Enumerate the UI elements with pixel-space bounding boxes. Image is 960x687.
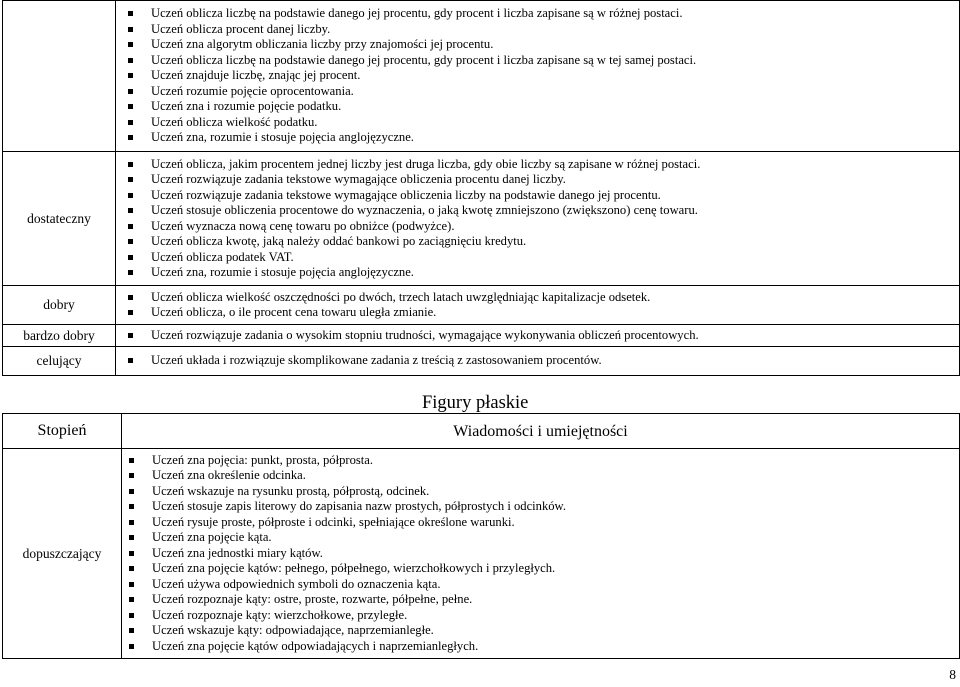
list-item: Uczeń zna i rozumie pojęcie podatku. <box>124 99 959 115</box>
list-item: Uczeń wskazuje kąty: odpowiadające, naprzemianległe. <box>125 623 959 639</box>
grade-cell <box>3 1 116 152</box>
page-number: 8 <box>949 667 956 682</box>
grade-cell: dopuszczający <box>3 449 122 659</box>
list-item: Uczeń układa i rozwiązuje skomplikowane zadania z treścią z zastosowaniem procentów. <box>124 353 959 369</box>
list-item: Uczeń rozwiązuje zadania tekstowe wymagające obliczenia procentu danej liczby. <box>124 172 959 188</box>
list-item: Uczeń rozumie pojęcie oprocentowania. <box>124 84 959 100</box>
requirements-cell <box>116 347 960 376</box>
list-item: Uczeń zna pojęcia: punkt, prosta, półprosta. <box>125 453 959 469</box>
grade-cell: dostateczny <box>3 152 116 286</box>
grades-table-plane-figures <box>2 413 960 659</box>
grades-table-percentages <box>2 0 960 376</box>
list-item: Uczeń stosuje zapis literowy do zapisania nazw prostych, półprostych i odcinków. <box>125 499 959 515</box>
requirements-list <box>125 453 959 655</box>
list-item: Uczeń zna pojęcie kątów odpowiadających i naprzemianległych. <box>125 639 959 655</box>
requirements-cell <box>122 449 960 659</box>
list-item: Uczeń wyznacza nową cenę towaru po obniżce (podwyżce). <box>124 219 959 235</box>
list-item: Uczeń oblicza procent danej liczby. <box>124 22 959 38</box>
list-item: Uczeń rozwiązuje zadania tekstowe wymagające obliczenia liczby na podstawie danego jej procentu. <box>124 188 959 204</box>
list-item: Uczeń rozwiązuje zadania o wysokim stopniu trudności, wymagające wykonywania obliczeń procentowych. <box>124 328 959 344</box>
list-item: Uczeń zna określenie odcinka. <box>125 468 959 484</box>
column-header-content: Wiadomości i umiejętności <box>122 414 960 449</box>
column-header-grade: Stopień <box>3 414 122 449</box>
requirements-list <box>124 290 959 321</box>
list-item: Uczeń oblicza kwotę, jaką należy oddać bankowi po zaciągnięciu kredytu. <box>124 234 959 250</box>
section-title: Figury płaskie <box>422 393 529 413</box>
list-item: Uczeń oblicza wielkość podatku. <box>124 115 959 131</box>
table-row <box>3 347 960 376</box>
table-row <box>3 449 960 659</box>
list-item: Uczeń zna algorytm obliczania liczby przy znajomości jej procentu. <box>124 37 959 53</box>
list-item: Uczeń stosuje obliczenia procentowe do wyznaczenia, o jaką kwotę zmniejszono (zwiększono) cenę towaru. <box>124 203 959 219</box>
list-item: Uczeń zna pojęcie kątów: pełnego, półpełnego, wierzchołkowych i przyległych. <box>125 561 959 577</box>
list-item: Uczeń zna pojęcie kąta. <box>125 530 959 546</box>
list-item: Uczeń znajduje liczbę, znając jej procent. <box>124 68 959 84</box>
requirements-cell <box>116 152 960 286</box>
list-item: Uczeń oblicza wielkość oszczędności po dwóch, trzech latach uwzględniając kapitalizacje odsetek. <box>124 290 959 306</box>
list-item: Uczeń używa odpowiednich symboli do oznaczenia kąta. <box>125 577 959 593</box>
table-row <box>3 1 960 152</box>
requirements-list <box>124 328 959 344</box>
list-item: Uczeń oblicza liczbę na podstawie danego jej procentu, gdy procent i liczba zapisane są w tej samej postaci. <box>124 53 959 69</box>
requirements-cell <box>116 325 960 347</box>
requirements-list <box>124 6 959 146</box>
requirements-list <box>124 353 959 369</box>
requirements-cell <box>116 286 960 325</box>
list-item: Uczeń oblicza, jakim procentem jednej liczby jest druga liczba, gdy obie liczby są zapisane w różnej postaci. <box>124 157 959 173</box>
list-item: Uczeń wskazuje na rysunku prostą, półprostą, odcinek. <box>125 484 959 500</box>
list-item: Uczeń rozpoznaje kąty: wierzchołkowe, przyległe. <box>125 608 959 624</box>
list-item: Uczeń rysuje proste, półproste i odcinki, spełniające określone warunki. <box>125 515 959 531</box>
list-item: Uczeń zna, rozumie i stosuje pojęcia anglojęzyczne. <box>124 265 959 281</box>
list-item: Uczeń oblicza podatek VAT. <box>124 250 959 266</box>
grade-cell: dobry <box>3 286 116 325</box>
grade-cell: celujący <box>3 347 116 376</box>
requirements-list <box>124 157 959 281</box>
table-row <box>3 286 960 325</box>
list-item: Uczeń rozpoznaje kąty: ostre, proste, rozwarte, półpełne, pełne. <box>125 592 959 608</box>
table-row <box>3 325 960 347</box>
list-item: Uczeń oblicza, o ile procent cena towaru uległa zmianie. <box>124 305 959 321</box>
table-header-row <box>3 414 960 449</box>
list-item: Uczeń zna jednostki miary kątów. <box>125 546 959 562</box>
list-item: Uczeń oblicza liczbę na podstawie danego jej procentu, gdy procent i liczba zapisane są w różnej postaci. <box>124 6 959 22</box>
table-row <box>3 152 960 286</box>
grade-cell: bardzo dobry <box>3 325 116 347</box>
requirements-cell <box>116 1 960 152</box>
list-item: Uczeń zna, rozumie i stosuje pojęcia anglojęzyczne. <box>124 130 959 146</box>
